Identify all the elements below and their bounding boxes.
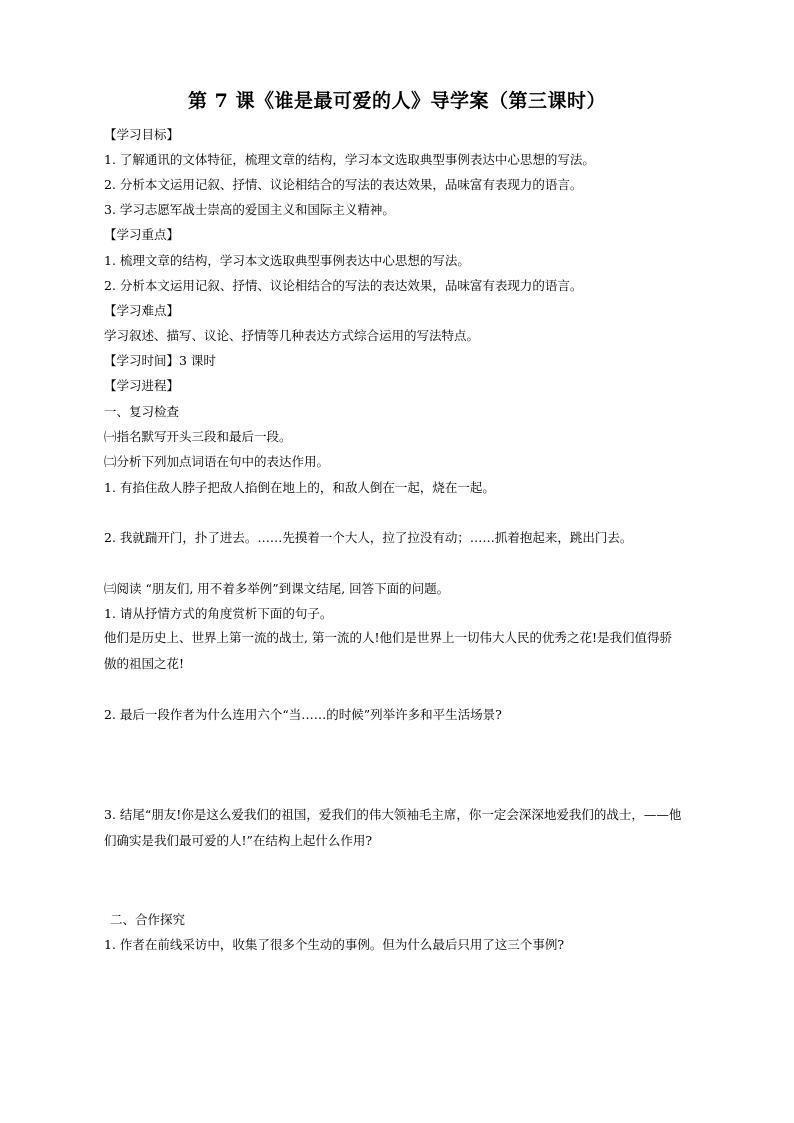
section2-question-1: 1. 作者在前线采访中，收集了很多个生动的事例。但为什么最后只用了这三个事例?: [104, 937, 565, 952]
key-points-heading: 【学习重点】: [104, 227, 180, 242]
objective-item-3: 3. 学习志愿军战士崇高的爱国主义和国际主义精神。: [104, 202, 395, 217]
section1-item-2: ㈡分析下列加点词语在句中的表达作用。: [104, 454, 330, 469]
difficulties-text: 学习叙述、描写、议论、抒情等几种表达方式综合运用的写法特点。: [104, 328, 480, 343]
section1-question-5: 3. 结尾“朋友!你是这么爱我们的祖国，爱我们的伟大领袖毛主席，你一定会深深地爱我们的战士，——他们确实是我们最可爱的人!”在结构上起什么作用?: [104, 807, 682, 848]
section1-heading: 一、复习检查: [104, 404, 180, 419]
objective-item-1: 1. 了解通讯的文体特征，梳理文章的结构，学习本文选取典型事例表达中心思想的写法。: [104, 152, 595, 167]
key-point-item-1: 1. 梳理文章的结构，学习本文选取典型事例表达中心思想的写法。: [104, 253, 470, 268]
objective-item-2: 2. 分析本文运用记叙、抒情、议论相结合的写法的表达效果，品味富有表现力的语言。: [104, 177, 583, 192]
section2-heading: 二、合作探究: [110, 912, 186, 927]
key-point-item-2: 2. 分析本文运用记叙、抒情、议论相结合的写法的表达效果，品味富有表现力的语言。: [104, 278, 583, 293]
section1-question-4: 2. 最后一段作者为什么连用六个“当……的时候”列举许多和平生活场景?: [104, 707, 502, 722]
difficulties-heading: 【学习难点】: [104, 303, 180, 318]
section1-question-3-quote: 他们是历史上、世界上第一流的战士, 第一流的人!他们是世界上一切伟大人民的优秀之花!是我们值得骄傲的祖国之花!: [104, 630, 672, 671]
page-title: 第 7 课《谁是最可爱的人》导学案（第三课时）: [188, 90, 606, 112]
section1-question-2: 2. 我就踹开门，扑了进去。……先摸着一个大人，拉了拉没有动；……抓着抱起来，跳出门去。: [104, 530, 633, 545]
section1-question-3: 1. 请从抒情方式的角度赏析下面的句子。: [104, 606, 333, 621]
study-time: 【学习时间】3 课时: [104, 353, 216, 368]
section1-question-1: 1. 有掐住敌人脖子把敌人掐倒在地上的，和敌人倒在一起，烧在一起。: [104, 480, 495, 495]
section1-item-1: ㈠指名默写开头三段和最后一段。: [104, 429, 292, 444]
process-heading: 【学习进程】: [104, 378, 180, 393]
section1-item-3: ㈢阅读 “朋友们, 用不着多举例”到课文结尾, 回答下面的问题。: [104, 581, 450, 596]
objectives-heading: 【学习目标】: [104, 127, 180, 142]
